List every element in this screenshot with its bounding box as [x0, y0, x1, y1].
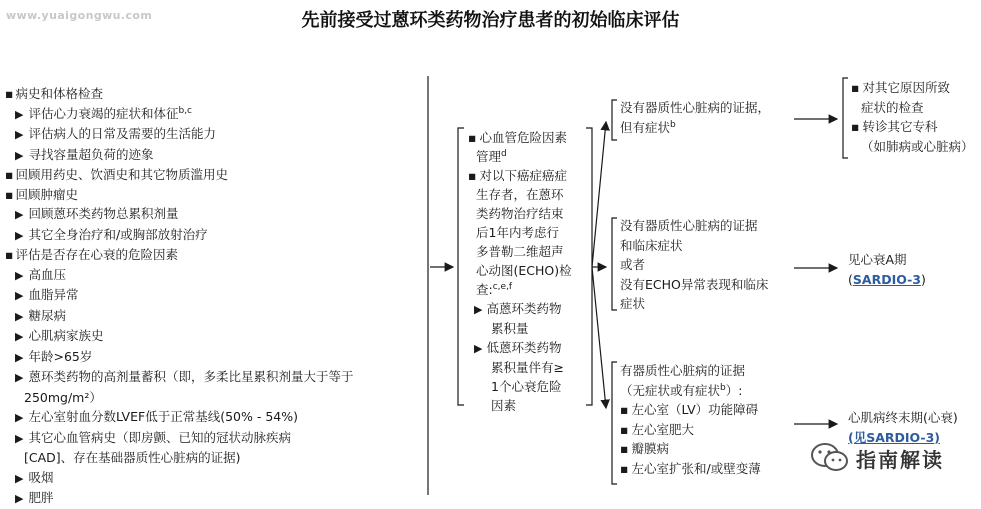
risk-cv-history-cont: [CAD]、存在基础器质性心脏病的证据): [24, 450, 241, 465]
item-history-exam: ▪ 病史和体格检查: [4, 84, 429, 104]
risk-high-dose-cont: 250mg/m²）: [24, 389, 102, 405]
no-structural-with-symptoms: 没有器质性心脏病的证据， 但有症状$^b$: [620, 100, 771, 135]
risk-obesity: ▶ 肥胖: [4, 488, 429, 509]
risk-diabetes: ▶ 糖尿病: [4, 306, 429, 327]
item-volume-overload: ▶ 寻找容量超负荷的迹象: [4, 145, 429, 166]
wechat-icon: [808, 441, 852, 475]
lv-dilation: ▪ 左心室扩张和/或壁变薄: [620, 459, 761, 479]
risk-high-dose: ▶ 蒽环类药物的高剂量蓄积（即，多柔比星累积剂量大于等于: [4, 367, 429, 388]
bracket-col4-box1: [843, 78, 848, 158]
item-other-therapy: ▶ 其它全身治疗和/或胸部放射治疗: [4, 225, 429, 246]
management-column: ▪ 心血管危险因素 管理$^d$ ▪ 对以下癌症癌症 生存者，在蒽环 类药物治疗结束 后1年内考虑行 多普勒二维超声 心动图(ECHO)检 查:$^{c,e,f}$ ▶ 高蒽环类药物 累积量 ▶ 低蒽环类药物 累积量伴有≥ 1个心衰危险 因素: [466, 128, 602, 415]
sardio3-link-2[interactable]: SARDIO-3: [866, 429, 935, 445]
bracket-box3: [612, 362, 617, 484]
item-tumor-history: ▪ 回顾肿瘤史: [4, 185, 429, 205]
sardio3-link[interactable]: SARDIO-3: [852, 271, 921, 287]
history-assessment-column: [4, 84, 429, 509]
risk-hypertension: ▶ 高血压: [4, 265, 429, 286]
risk-age: ▶ 年龄>65岁: [4, 347, 429, 368]
bracket-box1: [612, 100, 617, 140]
no-structural-no-symptoms: 没有器质性心脏病的证据 和临床症状 或者 没有ECHO异常表现和临床 症状: [620, 218, 769, 311]
valvular-disease: ▪ 瓣膜病: [620, 439, 761, 459]
item-cumulative-dose: ▶ 回顾蒽环类药物总累积剂量: [4, 204, 429, 225]
risk-family-history: ▶ 心肌病家族史: [4, 326, 429, 347]
page-title: 先前接受过蒽环类药物治疗患者的初始临床评估: [301, 10, 680, 31]
item-medication-history: ▪ 回顾用药史、饮酒史和其它物质滥用史: [4, 165, 429, 185]
watermark-url: www.yuaigongwu.com: [6, 9, 153, 22]
wechat-label: 指南解读: [856, 448, 944, 472]
lv-hypertrophy: ▪ 左心室肥大: [620, 420, 761, 440]
bracket-box2: [612, 218, 617, 310]
lv-dysfunction: ▪ 左心室（LV）功能障碍: [620, 400, 761, 420]
referral-box: ▪ 对其它原因所致 症状的检查 ▪ 转诊其它专科 （如肺病或心脏病）: [851, 78, 974, 156]
wechat-watermark: [808, 441, 978, 477]
risk-lvef: ▶ 左心室射血分数LVEF低于正常基线(50% - 54%): [4, 407, 429, 428]
item-assess-hf: ▶ 评估心力衰竭的症状和体征$^{b,c}$: [4, 104, 429, 125]
risk-dyslipidemia: ▶ 血脂异常: [4, 285, 429, 306]
stage-a-box: 见心衰A期 (SARDIO-3): [848, 252, 926, 287]
high-dose-group: ▶ 高蒽环类药物: [466, 299, 602, 319]
risk-cv-history: ▶ 其它心血管病史（即房颤、已知的冠状动脉疾病: [4, 428, 429, 449]
echo-recommendation: ▪ 对以下癌症癌症: [466, 166, 602, 185]
risk-smoking: ▶ 吸烟: [4, 468, 429, 489]
low-dose-group: ▶ 低蒽环类药物: [466, 338, 602, 358]
bracket-col2: [458, 128, 464, 405]
item-daily-living: ▶ 评估病人的日常及需要的生活能力: [4, 124, 429, 145]
cv-risk-management: ▪ 心血管危险因素: [466, 128, 602, 147]
item-risk-factors: ▪ 评估是否存在心衰的危险因素: [4, 245, 429, 265]
structural-heart-disease: 有器质性心脏病的证据 （无症状或有症状$^b$）: ▪ 左心室（LV）功能障碍 ▪ 左心室肥大 ▪ 瓣膜病 ▪ 左心室扩张和/或壁变薄: [620, 361, 761, 478]
end-stage-box: 心肌病终末期(心衰) (见SARDIO-3): [848, 410, 958, 445]
